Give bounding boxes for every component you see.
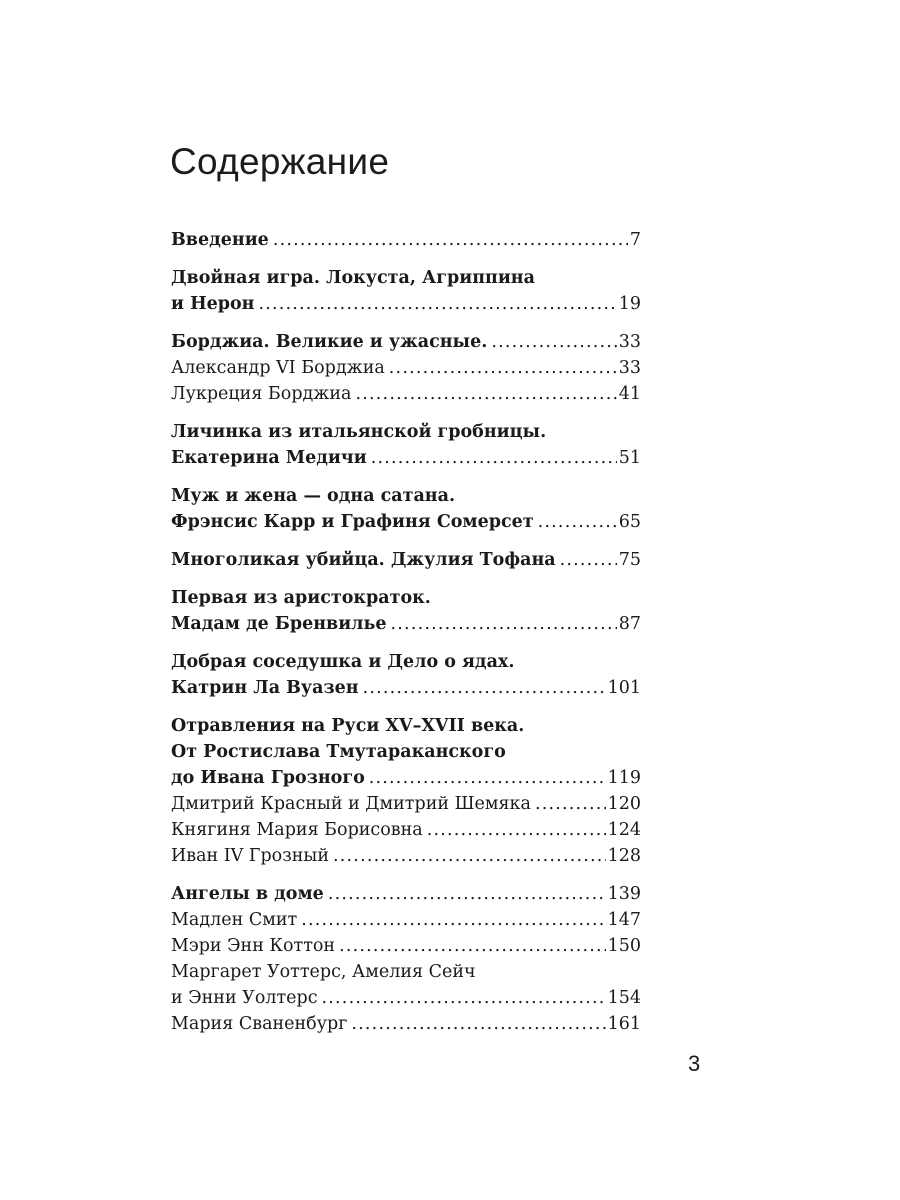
toc-entry-title: Отравления на Руси XV–XVII века.: [171, 716, 525, 736]
toc-page-number: 41: [618, 384, 641, 404]
toc-entry-title: и Нерон: [171, 294, 255, 314]
toc-entry-title: Дмитрий Красный и Дмитрий Шемяка: [171, 794, 531, 814]
toc-page-number: 120: [607, 794, 641, 814]
toc-entry-mary-ann[interactable]: [171, 933, 641, 959]
toc-section-borgia: [171, 329, 641, 407]
toc-page-number: 87: [618, 614, 641, 634]
toc-entry-title: Иван IV Грозный: [171, 846, 330, 866]
toc-entry-title: Борджиа. Великие и ужасные.: [171, 332, 488, 352]
dot-leader: [356, 381, 617, 407]
toc-page-number: 7: [629, 230, 641, 250]
toc-page-number: 75: [618, 550, 641, 570]
toc-entry-larva[interactable]: [171, 419, 641, 471]
toc-entry-princess[interactable]: [171, 817, 641, 843]
toc-entry-madlen[interactable]: [171, 907, 641, 933]
toc-entry-rus[interactable]: [171, 765, 641, 791]
dot-leader: [273, 227, 628, 253]
toc-page-number: 51: [618, 448, 641, 468]
toc-entry-title: Мэри Энн Коттон: [171, 936, 336, 956]
toc-line: [171, 291, 641, 317]
toc-line: [171, 227, 641, 253]
toc-section-rus: [171, 713, 641, 869]
toc-section-angels: [171, 881, 641, 1037]
toc-entry-title: Мадам де Бренвилье: [171, 614, 387, 634]
toc-entry-title: Александр VI Борджиа: [171, 358, 385, 378]
toc-entry-title: Муж и жена — одна сатана.: [171, 486, 456, 506]
toc-entry-title: до Ивана Грозного: [171, 768, 365, 788]
toc-entry-title: Ангелы в доме: [171, 884, 324, 904]
toc-entry-double-game[interactable]: [171, 265, 641, 317]
toc-page-number: 65: [618, 512, 641, 532]
dot-leader: [369, 765, 606, 791]
toc-entry-title: Многоликая убийца. Джулия Тофана: [171, 550, 556, 570]
toc-line: [171, 675, 641, 701]
dot-leader: [560, 547, 617, 573]
toc-line: [171, 649, 641, 675]
toc-page-number: 33: [618, 332, 641, 352]
toc-page-number: 124: [607, 820, 641, 840]
toc-entry-title: Мадлен Смит: [171, 910, 298, 930]
dot-leader: [328, 881, 606, 907]
dot-leader: [389, 355, 617, 381]
toc-entry-dmitry[interactable]: [171, 791, 641, 817]
toc-entry-good-neighbor[interactable]: [171, 649, 641, 701]
toc-line: [171, 547, 641, 573]
toc-line: [171, 713, 641, 739]
toc-entry-title: Лукреция Борджиа: [171, 384, 352, 404]
toc-page-number: 161: [607, 1014, 641, 1034]
toc-entry-title: Добрая соседушка и Дело о ядах.: [171, 652, 515, 672]
dot-leader: [258, 291, 616, 317]
toc-page-number: 139: [607, 884, 641, 904]
dot-leader: [391, 611, 617, 637]
toc-entry-title: Екатерина Медичи: [171, 448, 367, 468]
folio-page-number: 3: [688, 1051, 701, 1076]
toc-page-number: 128: [607, 846, 641, 866]
toc-line: [171, 483, 641, 509]
toc-entry-title: Мария Сваненбург: [171, 1014, 348, 1034]
toc-entry-title: и Энни Уолтерс: [171, 988, 318, 1008]
dot-leader: [371, 445, 617, 471]
toc-line: [171, 445, 641, 471]
toc-entry-title: Катрин Ла Вуазен: [171, 678, 359, 698]
dot-leader: [491, 329, 616, 355]
toc-line: [171, 959, 641, 985]
toc-entry-title: Двойная игра. Локуста, Агриппина: [171, 268, 535, 288]
dot-leader: [301, 907, 605, 933]
toc-entry-borgia[interactable]: [171, 329, 641, 355]
toc-entry-title: Первая из аристократок.: [171, 588, 431, 608]
toc-entry-ivan[interactable]: [171, 843, 641, 869]
toc-entry-title: Личинка из итальянской гробницы.: [171, 422, 547, 442]
toc-page-number: 19: [618, 294, 641, 314]
toc-line: [171, 611, 641, 637]
toc-line: [171, 509, 641, 535]
toc-entry-margaret[interactable]: [171, 985, 641, 1011]
toc-entry-maria-s[interactable]: [171, 1011, 641, 1037]
toc-entry-lucrezia[interactable]: [171, 381, 641, 407]
dot-leader: [351, 1011, 605, 1037]
toc-page-number: 101: [607, 678, 641, 698]
toc-entry-angels[interactable]: [171, 881, 641, 907]
table-of-contents: [171, 227, 641, 1049]
toc-page-number: 119: [607, 768, 641, 788]
toc-entry-title: Введение: [171, 230, 269, 250]
toc-entry-first-aristocrat[interactable]: [171, 585, 641, 637]
dot-leader: [363, 675, 606, 701]
dot-leader: [333, 843, 606, 869]
toc-page-number: 154: [607, 988, 641, 1008]
toc-line: [171, 739, 641, 765]
toc-entry-title: Княгиня Мария Борисовна: [171, 820, 423, 840]
dot-leader: [322, 985, 606, 1011]
toc-page-number: 33: [618, 358, 641, 378]
toc-page-number: 147: [607, 910, 641, 930]
dot-leader: [538, 509, 617, 535]
toc-line: [171, 585, 641, 611]
dot-leader: [427, 817, 606, 843]
toc-entry-many-faced[interactable]: [171, 547, 641, 573]
toc-entry-intro[interactable]: [171, 227, 641, 253]
dot-leader: [535, 791, 606, 817]
toc-entry-title: От Ростислава Тмутараканского: [171, 742, 506, 762]
toc-entry-title: Маргарет Уоттерс, Амелия Сейч: [171, 962, 476, 982]
toc-entry-husband-wife[interactable]: [171, 483, 641, 535]
toc-entry-alexander[interactable]: [171, 355, 641, 381]
toc-line: [171, 265, 641, 291]
toc-page-number: 150: [607, 936, 641, 956]
toc-line: [171, 419, 641, 445]
dot-leader: [339, 933, 606, 959]
page-title: Содержание: [170, 141, 390, 182]
toc-entry-title: Фрэнсис Карр и Графиня Сомерсет: [171, 512, 534, 532]
